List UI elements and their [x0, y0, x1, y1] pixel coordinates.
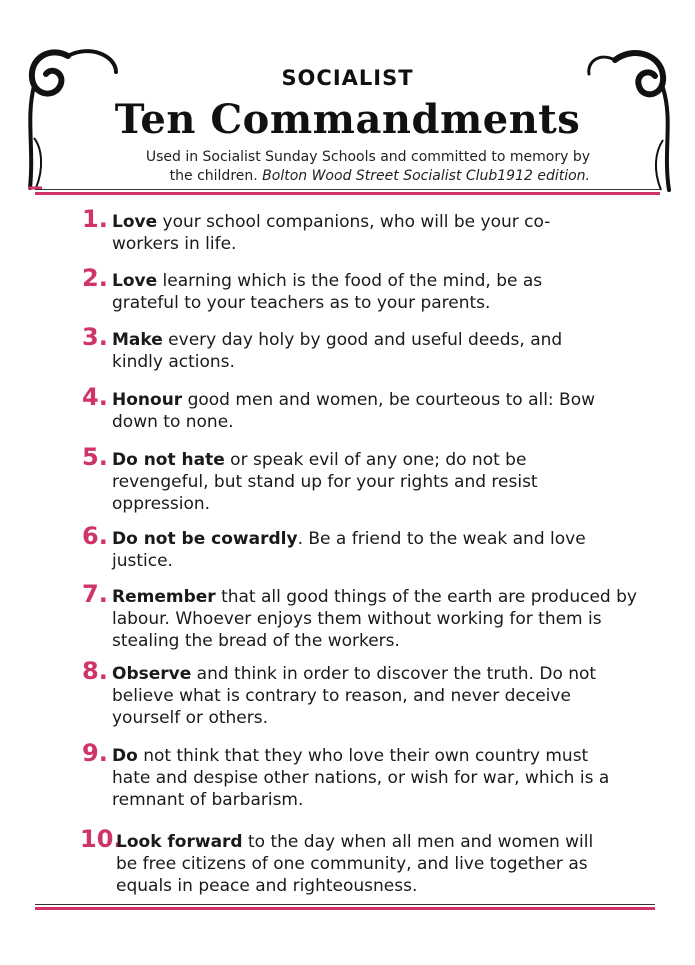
commandment-number: 6.	[82, 522, 108, 550]
commandment-body: your school companions, who will be your co-workers in life.	[112, 212, 551, 254]
commandment-number: 2.	[82, 264, 108, 292]
commandment-lead: Honour	[112, 390, 183, 410]
commandment-body: not think that they who love their own country must hate and despise other nations, or wish for war, which is a remnant of barbarism.	[112, 746, 610, 810]
commandment-number: 10.	[80, 825, 123, 853]
heading-kicker: SOCIALIST	[281, 66, 414, 90]
commandment-number: 3.	[82, 323, 108, 351]
subtitle-line-1: Used in Socialist Sunday Schools and committed to memory by	[145, 149, 590, 165]
commandment-body: or speak evil of any one; do not be revengeful, but stand up for your rights and resist oppression.	[112, 450, 538, 514]
commandment-number: 7.	[82, 580, 108, 608]
commandment-body: and think in order to discover the truth. Do not believe what is contrary to reason, and never deceive yourself or others.	[112, 664, 597, 728]
commandment-text	[112, 449, 592, 515]
commandment-text	[112, 211, 582, 255]
commandment-body: that all good things of the earth are produced by labour. Whoever enjoys them without working for them is stealing the bread of the workers.	[112, 587, 637, 651]
commandment-lead: Love	[112, 212, 158, 232]
commandment-lead: Do not hate	[112, 450, 225, 470]
subtitle	[100, 148, 590, 186]
commandment-text	[112, 663, 612, 729]
subtitle-line-2: the children.	[169, 168, 263, 184]
commandment-text	[112, 528, 592, 572]
commandment-text	[116, 831, 606, 897]
commandment-number: 4.	[82, 383, 108, 411]
commandment-lead: Make	[112, 330, 163, 350]
commandment-body: good men and women, be courteous to all: Bow down to none.	[112, 390, 596, 432]
commandment-lead: Do not be cowardly	[112, 529, 298, 549]
page-title: Ten Commandments	[114, 96, 581, 143]
commandment-body: to the day when all men and women will be free citizens of one community, and live together as equals in peace and righteousness.	[116, 832, 594, 896]
commandment-text	[112, 586, 637, 652]
commandment-number: 9.	[82, 739, 108, 767]
commandment-text	[112, 329, 572, 373]
commandment-number: 5.	[82, 443, 108, 471]
commandment-body: . Be a friend to the weak and love justice.	[112, 529, 586, 571]
commandment-number: 8.	[82, 657, 108, 685]
commandment-text	[112, 270, 592, 314]
commandment-number: 1.	[82, 205, 108, 233]
commandment-body: learning which is the food of the mind, be as grateful to your teachers as to your parents.	[112, 271, 543, 313]
top-divider	[35, 192, 660, 195]
commandment-lead: Love	[112, 271, 158, 291]
bottom-divider	[35, 907, 655, 910]
commandment-lead: Observe	[112, 664, 192, 684]
commandment-body: every day holy by good and useful deeds, and kindly actions.	[112, 330, 563, 372]
commandment-text	[112, 745, 622, 811]
commandment-lead: Look forward	[116, 832, 243, 852]
commandment-text	[112, 389, 612, 433]
commandment-lead: Remember	[112, 587, 216, 607]
edition-credit: Bolton Wood Street Socialist Club1912 edition.	[262, 168, 590, 184]
commandment-lead: Do	[112, 746, 138, 766]
